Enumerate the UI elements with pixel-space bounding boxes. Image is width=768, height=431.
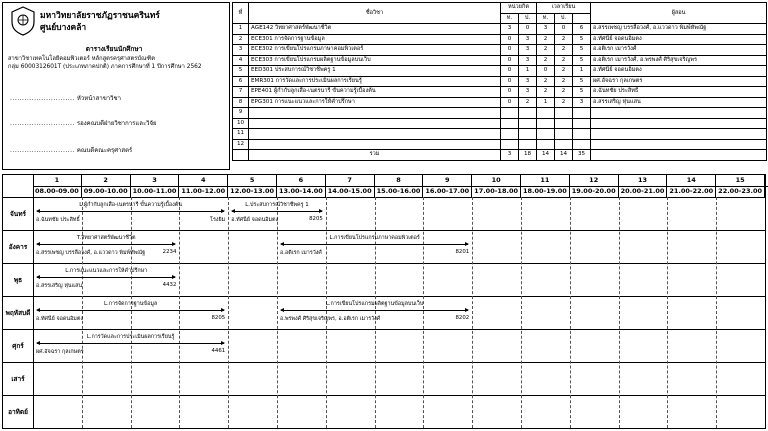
- course-name: [249, 129, 501, 140]
- class-instructor: อ.ทัศนีย์ จอดนอิมตง: [36, 316, 83, 322]
- col-no: ที่: [233, 3, 249, 24]
- class-course: L.ผู้กำกับลูกเสือ-เนตรนารี ขั้นความรู้เบื้องต้น: [79, 202, 182, 208]
- course-row: [233, 45, 767, 56]
- grid-line: [3, 362, 765, 363]
- course-instructor: อ.อติเรก เมารวังศ์, อ.พรพงศ์ ศิริสุขเจริญพร: [591, 55, 767, 66]
- course-instructor: อ.ทัศนีย์ จอดนอิมตง: [591, 66, 767, 77]
- university-logo-icon: [10, 6, 36, 36]
- class-instructor: ผศ.อัจฉรา กุลเกษตร: [36, 349, 84, 355]
- period-time: 09.00-10.00: [82, 186, 131, 197]
- grid-line: [667, 197, 668, 428]
- course-instructor: [591, 108, 767, 119]
- col-hours-t: ท.: [537, 13, 555, 24]
- course-name: AGE142 วิทยาศาสตร์พัฒนาชีวิต: [249, 24, 501, 35]
- hours-p: [555, 108, 573, 119]
- period-time: 12.00-13.00: [228, 186, 277, 197]
- course-name: [249, 108, 501, 119]
- grid-line: [570, 197, 571, 428]
- course-name: [249, 118, 501, 129]
- period-number: 15: [716, 175, 765, 186]
- group-line: กลุ่ม 6000312601T (ประเภทภาคปกติ) ภาคการศึกษาที่ 1 ปีการศึกษา 2562: [8, 64, 202, 70]
- period-number: 13: [619, 175, 668, 186]
- class-span-arrow: [37, 244, 175, 245]
- class-span-arrow: [37, 310, 224, 311]
- course-instructor: อ.ฉันทชัย ประสิทธิ์: [591, 87, 767, 98]
- period-time: 21.00-22.00: [667, 186, 716, 197]
- period-number: 14: [667, 175, 716, 186]
- credits-p: [519, 129, 537, 140]
- course-instructor: ผศ.อัจฉรา กุลเกษตร: [591, 76, 767, 87]
- hours-t: [537, 108, 555, 119]
- period-time: 20.00-21.00: [619, 186, 668, 197]
- day-label: ศุกร์: [12, 341, 24, 350]
- class-span-arrow: [232, 211, 322, 212]
- class-room: โรงยิม: [210, 217, 226, 223]
- course-no: 9: [233, 108, 249, 119]
- class-room: 8202: [455, 315, 470, 321]
- course-row: [233, 87, 767, 98]
- class-instructor: อ.อติเรก เมารวังศ์: [280, 250, 322, 256]
- course-no: 1: [233, 24, 249, 35]
- course-instructor: [591, 139, 767, 150]
- program-line: สาขาวิชาเทคโนโลยีคอมพิวเตอร์ หลักสูตรครุศาสตรบัณฑิต: [8, 56, 155, 62]
- period-time: 16.00-17.00: [423, 186, 472, 197]
- day-label: อังคาร: [8, 242, 28, 251]
- class-course: L.การเขียนโปรแกรมภาษาคอมพิวเตอร์: [329, 235, 420, 241]
- period-number: 3: [131, 175, 180, 186]
- course-instructor: อ.ทัศนีย์ จอดนอิมตง: [591, 34, 767, 45]
- total-credits-t: 3: [501, 150, 519, 161]
- credits-p: 3: [519, 55, 537, 66]
- period-time: 22.00-23.00: [716, 186, 765, 197]
- period-number: 1: [33, 175, 82, 186]
- hours-t: 1: [537, 97, 555, 108]
- grid-line: [82, 197, 83, 428]
- hours-total: [573, 108, 591, 119]
- university-name: มหาวิทยาลัยราชภัฏราชนครินทร์: [40, 11, 160, 21]
- period-time: 19.00-20.00: [570, 186, 619, 197]
- course-row: [233, 76, 767, 87]
- hours-t: [537, 118, 555, 129]
- hours-total: 6: [573, 24, 591, 35]
- period-number: 5: [228, 175, 277, 186]
- grid-line: [131, 197, 132, 428]
- class-room: 4461: [211, 348, 226, 354]
- period-time: 17.00-18.00: [472, 186, 521, 197]
- class-instructor: อ.พรพงศ์ ศิริสุขเจริญพร, อ.อติเรก เมารวังศ์: [280, 316, 381, 322]
- hours-p: 2: [555, 45, 573, 56]
- credits-p: [519, 118, 537, 129]
- credits-t: 0: [501, 34, 519, 45]
- period-number: 9: [423, 175, 472, 186]
- class-course: L.การวัดและการประเมินผลการเรียนรู้: [86, 334, 175, 340]
- class-instructor: อ.สรรเสริญ หุ่นแสน: [36, 283, 83, 289]
- grid-line: [277, 197, 278, 428]
- signature-dean: ........................... คณบดีคณะครุศาสตร์: [10, 147, 133, 154]
- grid-line: [179, 197, 180, 428]
- class-instructor: อ.ทัศนีย์ จอดนอิมตง: [231, 217, 279, 223]
- hours-t: 2: [537, 87, 555, 98]
- credits-p: 3: [519, 34, 537, 45]
- hours-p: 2: [555, 87, 573, 98]
- grid-line: [3, 296, 765, 297]
- course-name: ECE301 การจัดการฐานข้อมูล: [249, 34, 501, 45]
- signature-head: ........................... หัวหน้าสาขาวิชา: [10, 95, 121, 102]
- hours-total: 5: [573, 45, 591, 56]
- grid-line: [326, 197, 327, 428]
- course-name: EPG301 การแนะแนวและการให้คำปรึกษา: [249, 97, 501, 108]
- class-room: 4432: [162, 282, 177, 288]
- credits-t: 3: [501, 24, 519, 35]
- totals-label: รวม: [249, 150, 501, 161]
- page-title: ตารางเรียนนักศึกษา: [85, 45, 143, 53]
- period-time: 08.00-09.00: [33, 186, 82, 197]
- col-hours-blank: [573, 13, 591, 24]
- credits-t: 0: [501, 66, 519, 77]
- grid-line: [228, 197, 229, 428]
- class-course: L.การจัดการฐานข้อมูล: [103, 301, 158, 307]
- class-span-arrow: [37, 277, 175, 278]
- credits-t: 0: [501, 97, 519, 108]
- course-no: 10: [233, 118, 249, 129]
- total-hours-t: 14: [537, 150, 555, 161]
- hours-t: [537, 129, 555, 140]
- col-credits-p: ป.: [519, 13, 537, 24]
- period-number: 8: [375, 175, 424, 186]
- timetable-grid: [2, 174, 766, 429]
- course-row: [233, 139, 767, 150]
- course-no: 3: [233, 45, 249, 56]
- grid-line: [619, 197, 620, 428]
- course-name: EPE401 ผู้กำกับลูกเสือ-เนตรนารี ขั้นความรู้เบื้องต้น: [249, 87, 501, 98]
- grid-line: [3, 230, 765, 231]
- day-label: พฤหัสบดี: [5, 308, 31, 317]
- period-time: 13.00-14.00: [277, 186, 326, 197]
- course-no: 6: [233, 76, 249, 87]
- credits-t: 0: [501, 87, 519, 98]
- hours-total: 5: [573, 55, 591, 66]
- total-credits-p: 18: [519, 150, 537, 161]
- day-label: จันทร์: [9, 209, 27, 218]
- course-row: [233, 34, 767, 45]
- period-time: 14.00-15.00: [326, 186, 375, 197]
- credits-t: 0: [501, 55, 519, 66]
- period-time: 11.00-12.00: [179, 186, 228, 197]
- day-label: พุธ: [13, 275, 23, 284]
- course-no: 12: [233, 139, 249, 150]
- period-number: 2: [82, 175, 131, 186]
- class-course: L.การแนะแนวและการให้คำปรึกษา: [65, 268, 148, 274]
- class-span-arrow: [281, 310, 468, 311]
- credits-p: 3: [519, 87, 537, 98]
- hours-p: [555, 118, 573, 129]
- course-no: 8: [233, 97, 249, 108]
- credits-p: [519, 139, 537, 150]
- hours-total: [573, 139, 591, 150]
- course-name: ECE303 การเขียนโปรแกรมผลิตฐานข้อมูลบนเว็บ: [249, 55, 501, 66]
- grid-line: [423, 197, 424, 428]
- credits-p: 0: [519, 24, 537, 35]
- period-number: 10: [472, 175, 521, 186]
- period-time: 10.00-11.00: [131, 186, 180, 197]
- course-instructor: อ.อติเรก เมารวังศ์: [591, 45, 767, 56]
- period-number: 11: [521, 175, 570, 186]
- col-course-name: ชื่อวิชา: [249, 3, 501, 24]
- hours-p: 2: [555, 34, 573, 45]
- hours-t: 2: [537, 34, 555, 45]
- hours-p: [555, 129, 573, 140]
- hours-t: 2: [537, 55, 555, 66]
- credits-p: 3: [519, 45, 537, 56]
- hours-total: [573, 118, 591, 129]
- campus-name: ศูนย์บางคล้า: [40, 23, 87, 33]
- hours-t: 2: [537, 76, 555, 87]
- class-room: 8201: [455, 249, 470, 255]
- course-row: [233, 24, 767, 35]
- class-span-arrow: [37, 343, 224, 344]
- hours-t: 2: [537, 45, 555, 56]
- course-name: EMR301 การวัดและการประเมินผลการเรียนรู้: [249, 76, 501, 87]
- course-no: 5: [233, 66, 249, 77]
- period-number: 7: [326, 175, 375, 186]
- class-instructor: อ.ฉันทชัย ประสิทธิ์: [36, 217, 80, 223]
- col-instructor: ผู้สอน: [591, 3, 767, 24]
- course-name: [249, 139, 501, 150]
- hours-p: 2: [555, 76, 573, 87]
- hours-total: 1: [573, 66, 591, 77]
- course-instructor: [591, 118, 767, 129]
- course-instructor: อ.สรรเสริญ หุ่นแสน: [591, 97, 767, 108]
- hours-total: 5: [573, 87, 591, 98]
- col-hours: เวลาเรียน: [537, 3, 591, 14]
- period-time: 15.00-16.00: [375, 186, 424, 197]
- course-row: [233, 108, 767, 119]
- hours-p: 2: [555, 97, 573, 108]
- grid-line: [521, 197, 522, 428]
- course-no: 2: [233, 34, 249, 45]
- credits-t: 0: [501, 45, 519, 56]
- col-credits-t: ท.: [501, 13, 519, 24]
- hours-total: 3: [573, 97, 591, 108]
- period-time: 18.00-19.00: [521, 186, 570, 197]
- grid-line: [3, 395, 765, 396]
- class-span-arrow: [37, 211, 224, 212]
- day-label: เสาร์: [11, 374, 25, 383]
- hours-t: [537, 139, 555, 150]
- class-span-arrow: [281, 244, 468, 245]
- signature-registrar: ........................... รองคณบดีฝ่ายวิชาการและวิจัย: [10, 120, 157, 127]
- grid-line: [3, 263, 765, 264]
- class-course: L.การเขียนโปรแกรมผลิตฐานข้อมูลบนเว็บ: [325, 301, 424, 307]
- course-name: ECE302 การเขียนโปรแกรมภาษาคอมพิวเตอร์: [249, 45, 501, 56]
- total-hours-sum: 35: [573, 150, 591, 161]
- course-instructor: อ.สรรเพชญ บรรลือวงศ์, อ.แววดาว พิมพ์ทัพณัฐ: [591, 24, 767, 35]
- period-number: 12: [570, 175, 619, 186]
- credits-p: 2: [519, 97, 537, 108]
- credits-t: [501, 108, 519, 119]
- class-course: L.ประสบการณ์วิชาชีพครู 1: [245, 202, 309, 208]
- totals-row: [233, 150, 767, 161]
- day-label: อาทิตย์: [8, 407, 28, 416]
- course-no: 11: [233, 129, 249, 140]
- course-row: [233, 97, 767, 108]
- class-room: 8205: [309, 216, 323, 222]
- total-hours-p: 14: [555, 150, 573, 161]
- course-no: 7: [233, 87, 249, 98]
- course-row: [233, 55, 767, 66]
- course-table: [232, 2, 767, 161]
- credits-p: 3: [519, 76, 537, 87]
- grid-line: [33, 186, 768, 187]
- credits-t: 0: [501, 76, 519, 87]
- credits-t: [501, 129, 519, 140]
- credits-p: [519, 108, 537, 119]
- course-row: [233, 66, 767, 77]
- grid-line: [3, 329, 765, 330]
- credits-p: 1: [519, 66, 537, 77]
- hours-t: 0: [537, 66, 555, 77]
- class-room: 8205: [211, 315, 226, 321]
- class-room: 2234: [162, 249, 177, 255]
- hours-p: 2: [555, 55, 573, 66]
- grid-line: [472, 197, 473, 428]
- grid-line: [3, 197, 765, 198]
- hours-total: 5: [573, 34, 591, 45]
- hours-total: 5: [573, 76, 591, 87]
- hours-p: 2: [555, 66, 573, 77]
- hours-p: 0: [555, 24, 573, 35]
- period-number: 6: [277, 175, 326, 186]
- course-row: [233, 129, 767, 140]
- col-credits: หน่วยกิต: [501, 3, 537, 14]
- class-instructor: อ.สรรเพชญ บรรลือวงศ์, อ.แววดาว พิมพ์ทัพณัฐ: [36, 250, 146, 256]
- period-number: 4: [179, 175, 228, 186]
- hours-p: [555, 139, 573, 150]
- hours-total: [573, 129, 591, 140]
- course-instructor: [591, 129, 767, 140]
- grid-line: [716, 197, 717, 428]
- credits-t: [501, 139, 519, 150]
- course-row: [233, 118, 767, 129]
- hours-t: 3: [537, 24, 555, 35]
- course-no: 4: [233, 55, 249, 66]
- col-hours-p: ป.: [555, 13, 573, 24]
- credits-t: [501, 118, 519, 129]
- class-course: T.วิทยาศาสตร์พัฒนาชีวิต: [76, 235, 136, 241]
- course-name: EED301 ประสบการณ์วิชาชีพครู 1: [249, 66, 501, 77]
- grid-line: [375, 197, 376, 428]
